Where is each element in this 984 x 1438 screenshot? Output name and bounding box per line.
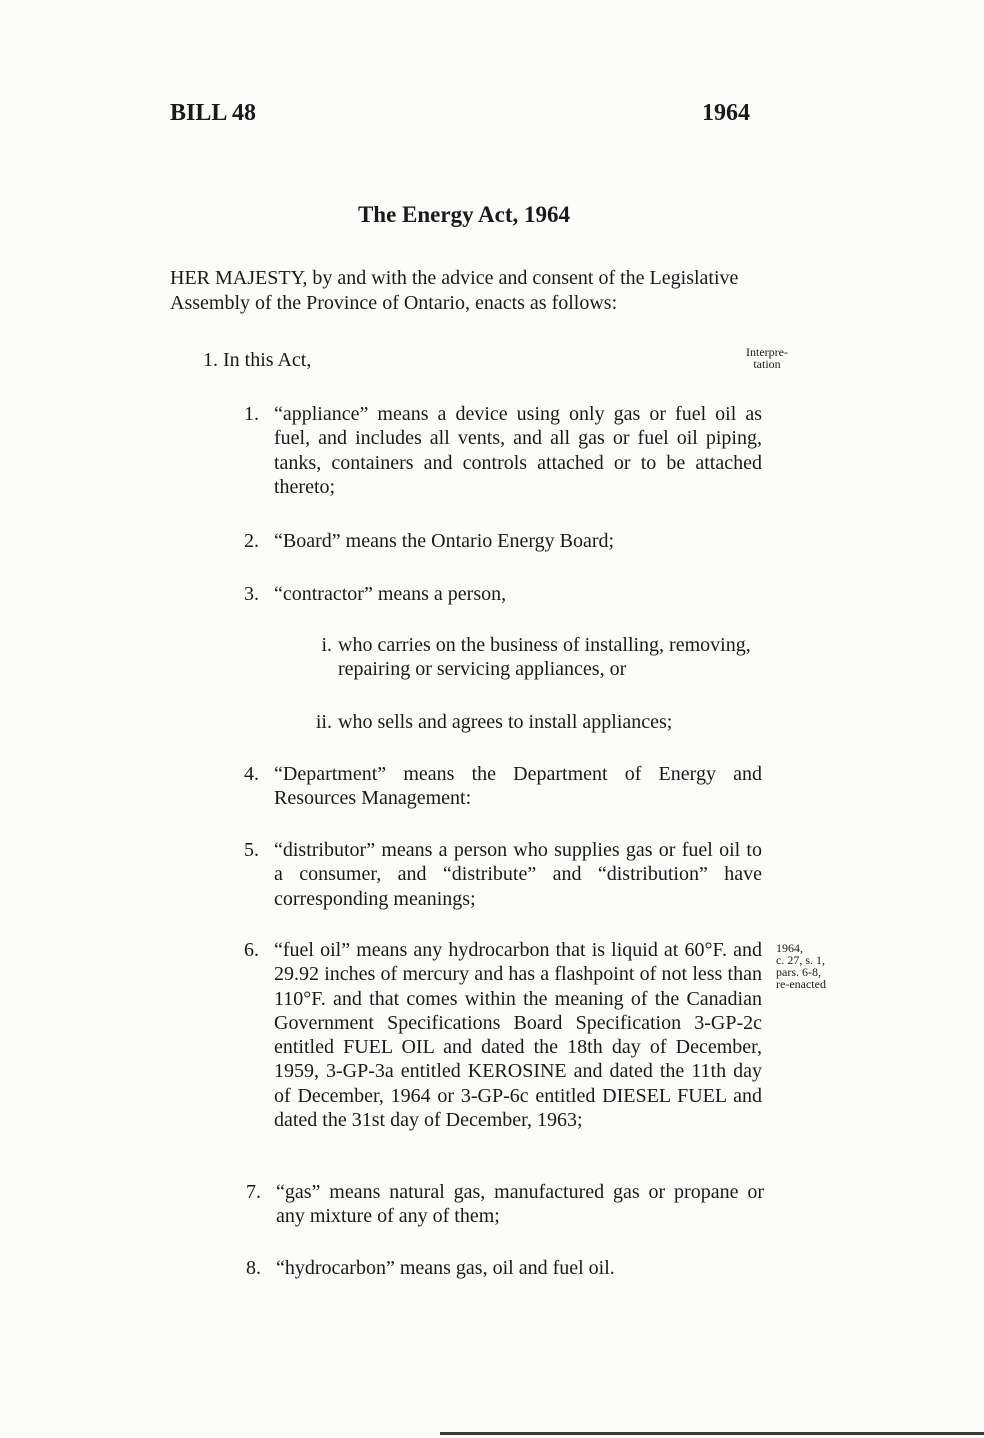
- definition-fuel-oil: [244, 938, 762, 1132]
- definition-hydrocarbon: [246, 1256, 764, 1280]
- definition-distributor: [244, 838, 762, 911]
- subparagraph-number: ii.: [315, 711, 332, 733]
- bill-year: 1964: [702, 100, 750, 126]
- paragraph-number: 7.: [246, 1181, 261, 1203]
- subparagraph-text: who carries on the business of installing, removing, repairing or servicing appliances, or: [338, 634, 751, 681]
- definition-board: [244, 529, 762, 553]
- subparagraph-number: i.: [321, 634, 332, 656]
- margin-note-amendment: [776, 942, 856, 990]
- paragraph-number: 1.: [244, 403, 259, 425]
- margin-note-text: 1964, c. 27, s. 1, pars. 6-8, re-enacted: [776, 941, 826, 991]
- margin-note-interpretation: [722, 346, 812, 370]
- paragraph-number: 2.: [244, 530, 259, 552]
- definition-appliance: [244, 402, 762, 499]
- paragraph-text: “appliance” means a device using only gas or fuel oil as fuel, and includes all vents, and all gas or fuel oil piping, tanks, containers and controls attached or to be attached thereto;: [274, 403, 762, 498]
- paragraph-number: 5.: [244, 839, 259, 861]
- paragraph-number: 4.: [244, 763, 259, 785]
- paragraph-number: 8.: [246, 1257, 261, 1279]
- definition-contractor: [244, 582, 762, 606]
- act-title: The Energy Act, 1964: [357, 202, 571, 227]
- paragraph-text: “hydrocarbon” means gas, oil and fuel oil.: [276, 1257, 615, 1279]
- paragraph-text: “contractor” means a person,: [274, 583, 507, 605]
- paragraph-text: “distributor” means a person who supplies gas or fuel oil to a consumer, and “distribute” and “distribution” have corresponding meanings;: [274, 839, 762, 910]
- paragraph-text: “Board” means the Ontario Energy Board;: [274, 530, 615, 552]
- definition-gas: [246, 1180, 764, 1229]
- enacting-clause: HER MAJESTY, by and with the advice and consent of the Legislative Assembly of the Province of Ontario, enacts as follows:: [170, 267, 739, 314]
- bill-number: BILL 48: [170, 100, 257, 126]
- paragraph-text: “Department” means the Department of Energy and Resources Management:: [274, 763, 762, 810]
- paragraph-number: 3.: [244, 583, 259, 605]
- subparagraph-text: who sells and agrees to install appliances;: [338, 711, 673, 733]
- scan-edge-line: [440, 1432, 984, 1435]
- paragraph-text: “fuel oil” means any hydrocarbon that is liquid at 60°F. and 29.92 inches of mercury and has a flashpoint of not less than 110°F. and that comes within the meaning of the Canadian Government Specifications Board Specification 3-GP-2c entitled FUEL OIL and dated the 18th day of December, 1959, 3-GP-3a entitled KEROSINE and dated the 11th day of December, 1964 or 3-GP-6c entitled DIESEL FUEL and dated the 31st day of December, 1963;: [274, 939, 762, 1132]
- paragraph-number: 6.: [244, 939, 259, 961]
- definition-department: [244, 762, 762, 811]
- section-1-heading: 1. In this Act,: [203, 349, 312, 371]
- subparagraph-ii: [315, 710, 762, 734]
- paragraph-text: “gas” means natural gas, manufactured gas or propane or any mixture of any of them;: [276, 1181, 764, 1228]
- margin-note-text: Interpre- tation: [746, 345, 788, 371]
- subparagraph-i: [321, 633, 762, 682]
